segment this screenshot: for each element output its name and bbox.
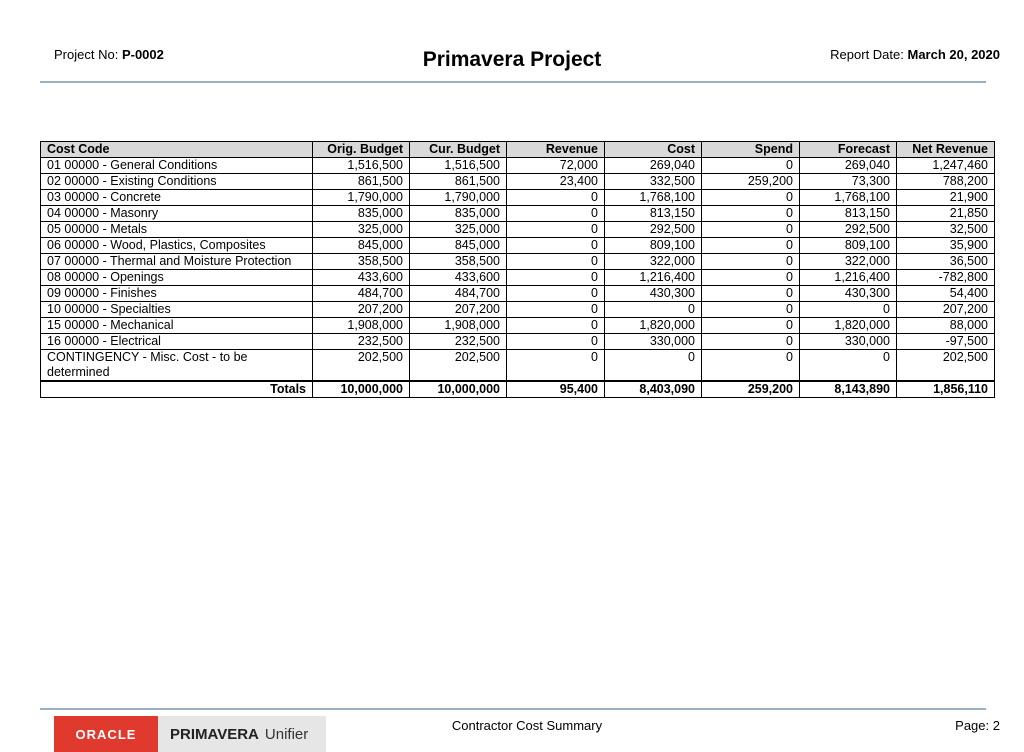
cell-cur-budget: 845,000: [410, 238, 507, 254]
cell-forecast: 322,000: [800, 254, 897, 270]
cell-cur-budget: 1,516,500: [410, 158, 507, 174]
cell-orig-budget: 835,000: [313, 206, 410, 222]
cell-cost: 809,100: [605, 238, 702, 254]
totals-row: [41, 381, 995, 398]
cell-forecast: 1,768,100: [800, 190, 897, 206]
cell-cost: 332,500: [605, 174, 702, 190]
cell-revenue: 23,400: [507, 174, 605, 190]
cell-cost-code: 01 00000 - General Conditions: [41, 158, 313, 174]
cell-spend: 0: [702, 334, 800, 350]
cell-cur-budget: 484,700: [410, 286, 507, 302]
table-row: [41, 270, 995, 286]
cell-net-revenue: 202,500: [897, 350, 995, 382]
cell-net-revenue: -782,800: [897, 270, 995, 286]
total-orig-budget: 10,000,000: [313, 381, 410, 398]
cell-cost-code: 16 00000 - Electrical: [41, 334, 313, 350]
cell-cur-budget: 861,500: [410, 174, 507, 190]
cell-spend: 0: [702, 302, 800, 318]
cell-cost: 430,300: [605, 286, 702, 302]
page-number-label: Page:: [955, 718, 990, 733]
cell-spend: 0: [702, 350, 800, 382]
cell-spend: 0: [702, 190, 800, 206]
cell-revenue: 0: [507, 286, 605, 302]
cell-cur-budget: 1,908,000: [410, 318, 507, 334]
cell-revenue: 0: [507, 206, 605, 222]
report-date-label: Report Date:: [830, 47, 904, 62]
cell-orig-budget: 207,200: [313, 302, 410, 318]
cell-net-revenue: 788,200: [897, 174, 995, 190]
cell-net-revenue: 36,500: [897, 254, 995, 270]
cell-orig-budget: 845,000: [313, 238, 410, 254]
cell-net-revenue: 32,500: [897, 222, 995, 238]
table-row: [41, 238, 995, 254]
cell-cost: 0: [605, 302, 702, 318]
cell-cur-budget: 232,500: [410, 334, 507, 350]
cell-cost: 1,216,400: [605, 270, 702, 286]
cell-cost-code: 08 00000 - Openings: [41, 270, 313, 286]
table-row: [41, 302, 995, 318]
cell-orig-budget: 232,500: [313, 334, 410, 350]
cell-cost: 813,150: [605, 206, 702, 222]
cell-net-revenue: 207,200: [897, 302, 995, 318]
column-header-cost-code: Cost Code: [41, 142, 313, 158]
cell-cost-code: 10 00000 - Specialties: [41, 302, 313, 318]
page-number-value: 2: [992, 718, 1000, 733]
primavera-logo-text: PRIMAVERA: [170, 725, 259, 743]
cell-orig-budget: 484,700: [313, 286, 410, 302]
cell-revenue: 0: [507, 318, 605, 334]
cell-forecast: 813,150: [800, 206, 897, 222]
cell-orig-budget: 433,600: [313, 270, 410, 286]
cell-cur-budget: 325,000: [410, 222, 507, 238]
report-title: Primavera Project: [422, 48, 602, 71]
cell-forecast: 73,300: [800, 174, 897, 190]
column-header-cur-budget: Cur. Budget: [410, 142, 507, 158]
cell-cost-code: 03 00000 - Concrete: [41, 190, 313, 206]
cell-cur-budget: 358,500: [410, 254, 507, 270]
cell-orig-budget: 861,500: [313, 174, 410, 190]
cell-cur-budget: 202,500: [410, 350, 507, 382]
cell-forecast: 330,000: [800, 334, 897, 350]
cell-revenue: 0: [507, 302, 605, 318]
cell-cost: 292,500: [605, 222, 702, 238]
cell-cost-code: CONTINGENCY - Misc. Cost - to be determined: [41, 350, 313, 382]
cell-cost-code: 06 00000 - Wood, Plastics, Composites: [41, 238, 313, 254]
totals-label: Totals: [41, 381, 313, 398]
cell-spend: 0: [702, 158, 800, 174]
column-header-net-revenue: Net Revenue: [897, 142, 995, 158]
report-date: [830, 47, 1000, 62]
cell-revenue: 0: [507, 350, 605, 382]
total-cost: 8,403,090: [605, 381, 702, 398]
project-number-label: Project No:: [54, 47, 119, 62]
cell-cost: 330,000: [605, 334, 702, 350]
cell-net-revenue: 88,000: [897, 318, 995, 334]
cell-revenue: 0: [507, 190, 605, 206]
total-revenue: 95,400: [507, 381, 605, 398]
cell-cost: 1,768,100: [605, 190, 702, 206]
cell-revenue: 0: [507, 270, 605, 286]
column-header-forecast: Forecast: [800, 142, 897, 158]
oracle-logo: ORACLE: [54, 716, 158, 752]
total-forecast: 8,143,890: [800, 381, 897, 398]
cell-cur-budget: 207,200: [410, 302, 507, 318]
cell-net-revenue: 21,900: [897, 190, 995, 206]
table-row: [41, 254, 995, 270]
cell-forecast: 292,500: [800, 222, 897, 238]
column-header-spend: Spend: [702, 142, 800, 158]
cell-cost: 322,000: [605, 254, 702, 270]
cell-cur-budget: 433,600: [410, 270, 507, 286]
cell-orig-budget: 1,790,000: [313, 190, 410, 206]
report-date-value: March 20, 2020: [907, 47, 1000, 62]
header-divider: [40, 81, 986, 83]
cell-cur-budget: 1,790,000: [410, 190, 507, 206]
cell-cost-code: 05 00000 - Metals: [41, 222, 313, 238]
table-row: [41, 206, 995, 222]
cell-forecast: 1,216,400: [800, 270, 897, 286]
cell-cost-code: 04 00000 - Masonry: [41, 206, 313, 222]
table-row: [41, 158, 995, 174]
table-row: [41, 222, 995, 238]
column-header-revenue: Revenue: [507, 142, 605, 158]
total-spend: 259,200: [702, 381, 800, 398]
report-name: Contractor Cost Summary: [451, 718, 603, 733]
cell-spend: 0: [702, 254, 800, 270]
table-row: [41, 318, 995, 334]
cell-orig-budget: 358,500: [313, 254, 410, 270]
cell-forecast: 0: [800, 350, 897, 382]
cell-cost-code: 02 00000 - Existing Conditions: [41, 174, 313, 190]
cell-spend: 0: [702, 238, 800, 254]
table-header-row: [41, 142, 995, 158]
cell-net-revenue: 35,900: [897, 238, 995, 254]
table-row: [41, 286, 995, 302]
cell-cost: 269,040: [605, 158, 702, 174]
table-row: [41, 334, 995, 350]
cell-cost: 1,820,000: [605, 318, 702, 334]
project-number-value: P-0002: [121, 47, 164, 62]
cell-forecast: 269,040: [800, 158, 897, 174]
cell-spend: 0: [702, 286, 800, 302]
footer-divider: [40, 708, 986, 710]
table-row: [41, 174, 995, 190]
unifier-logo-text: Unifier: [264, 725, 309, 743]
page-number: [955, 718, 1000, 733]
cell-orig-budget: 325,000: [313, 222, 410, 238]
cell-revenue: 0: [507, 254, 605, 270]
cell-net-revenue: 1,247,460: [897, 158, 995, 174]
column-header-cost: Cost: [605, 142, 702, 158]
cell-spend: 0: [702, 270, 800, 286]
cell-spend: 0: [702, 318, 800, 334]
cell-orig-budget: 1,908,000: [313, 318, 410, 334]
cost-summary-table: [40, 141, 995, 398]
cell-revenue: 72,000: [507, 158, 605, 174]
cell-cost-code: 09 00000 - Finishes: [41, 286, 313, 302]
cell-net-revenue: 21,850: [897, 206, 995, 222]
cell-orig-budget: 202,500: [313, 350, 410, 382]
total-cur-budget: 10,000,000: [410, 381, 507, 398]
cell-forecast: 0: [800, 302, 897, 318]
cell-net-revenue: 54,400: [897, 286, 995, 302]
cell-net-revenue: -97,500: [897, 334, 995, 350]
column-header-orig-budget: Orig. Budget: [313, 142, 410, 158]
cell-forecast: 809,100: [800, 238, 897, 254]
cell-orig-budget: 1,516,500: [313, 158, 410, 174]
cell-revenue: 0: [507, 238, 605, 254]
cell-forecast: 1,820,000: [800, 318, 897, 334]
table-row: [41, 190, 995, 206]
cell-spend: 259,200: [702, 174, 800, 190]
cell-revenue: 0: [507, 334, 605, 350]
cell-cost: 0: [605, 350, 702, 382]
table-row: [41, 350, 995, 382]
cell-revenue: 0: [507, 222, 605, 238]
cell-cost-code: 07 00000 - Thermal and Moisture Protection: [41, 254, 313, 270]
cell-cur-budget: 835,000: [410, 206, 507, 222]
cell-forecast: 430,300: [800, 286, 897, 302]
cell-cost-code: 15 00000 - Mechanical: [41, 318, 313, 334]
cell-spend: 0: [702, 206, 800, 222]
cell-spend: 0: [702, 222, 800, 238]
total-net-revenue: 1,856,110: [897, 381, 995, 398]
